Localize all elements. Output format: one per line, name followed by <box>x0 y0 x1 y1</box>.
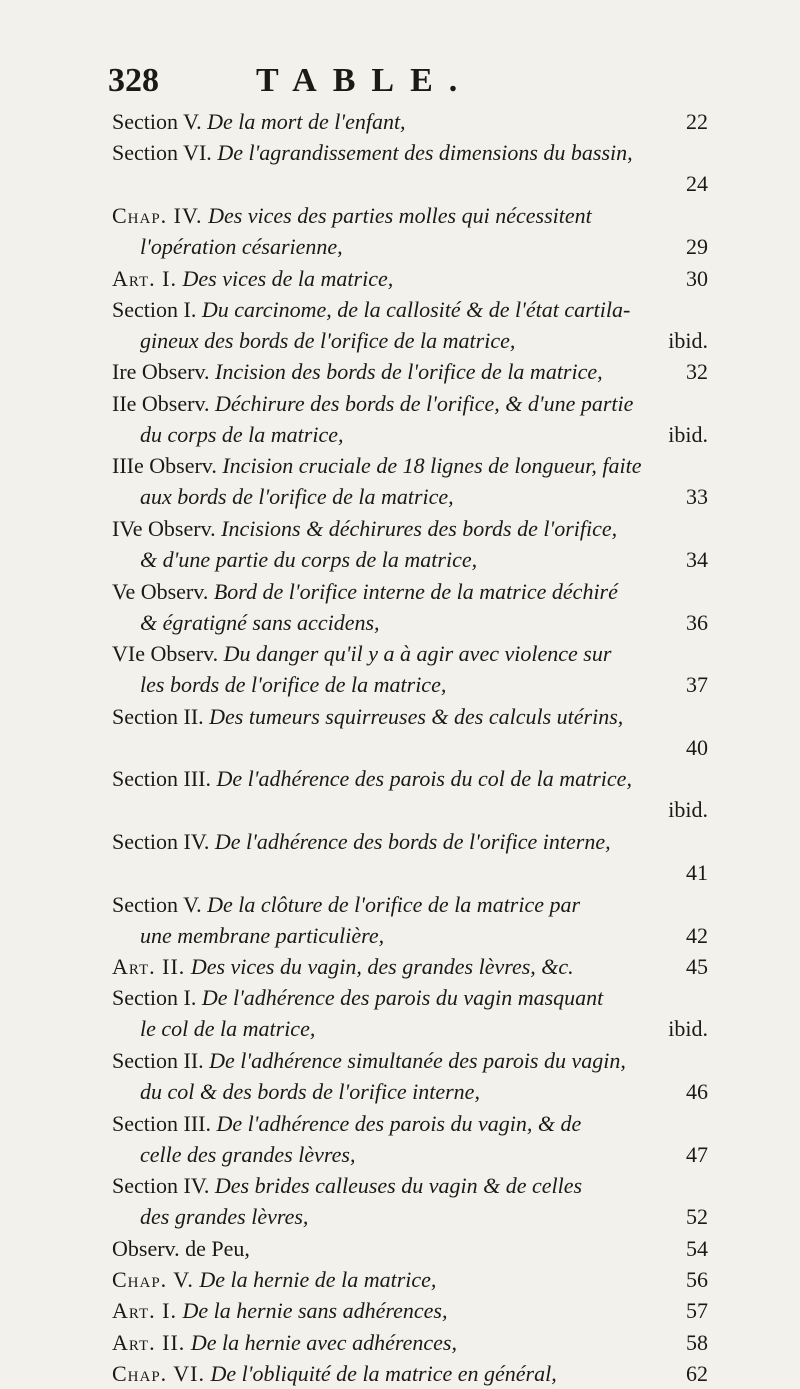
entry-lead: IIe Observ. <box>112 390 210 416</box>
entry-lead: Chap. VI. <box>112 1361 205 1386</box>
entry-title-line: & égratigné sans accidens, <box>140 609 380 635</box>
entry-page-number: 34 <box>686 546 708 572</box>
entry-page-number: 62 <box>686 1361 708 1386</box>
entry-page-number: ibid. <box>668 327 708 353</box>
entry-title-line: De l'adhérence simultanée des parois du vagin, <box>209 1048 626 1073</box>
entry-lead: Section VI. <box>112 140 212 166</box>
toc-entry <box>112 763 708 825</box>
entry-lead: Art. II. <box>112 1329 186 1355</box>
toc-entry <box>112 263 708 294</box>
entry-page-number: 58 <box>686 1329 708 1355</box>
entry-page-number: 24 <box>686 171 708 197</box>
entry-lead: Ve Observ. <box>112 578 209 604</box>
toc-entry <box>112 951 708 982</box>
entry-title-line: Incision cruciale de 18 lignes de longueur, faite <box>222 453 642 479</box>
entry-lead: VIe Observ. <box>112 641 219 667</box>
toc-entry <box>112 982 708 1044</box>
entry-title-line: Des vices des parties molles qui nécessitent <box>208 202 592 228</box>
entry-title-line: gineux des bords de l'orifice de la matrice, <box>140 327 516 353</box>
toc-entry <box>112 701 708 763</box>
toc-entry <box>112 1170 708 1232</box>
toc-entry <box>112 638 708 700</box>
toc-entry <box>112 450 708 512</box>
entry-lead: Chap. IV. <box>112 202 203 228</box>
page-header <box>108 62 708 102</box>
entry-page-number: 45 <box>686 954 708 980</box>
toc-entry <box>112 1358 708 1389</box>
entry-title-line: une membrane particulière, <box>140 922 385 948</box>
toc-entry <box>112 889 708 951</box>
entry-title-line: Bord de l'orifice interne de la matrice déchiré <box>213 578 618 604</box>
entry-page-number: 37 <box>686 672 708 698</box>
entry-page-number: 41 <box>686 859 708 885</box>
page-number: 328 <box>108 62 159 99</box>
toc-entry <box>112 356 708 387</box>
entry-title-line: le col de la matrice, <box>140 1016 316 1042</box>
toc-entry <box>112 388 708 450</box>
entry-page-number: 54 <box>686 1235 708 1261</box>
entry-page-number: 29 <box>686 233 708 259</box>
entry-lead: Section III. <box>112 1110 211 1136</box>
entry-page-number: 42 <box>686 922 708 948</box>
entry-lead: Section I. <box>112 985 197 1011</box>
toc-entry <box>112 826 708 888</box>
entry-page-number: ibid. <box>668 797 708 823</box>
entry-page-number: 40 <box>686 734 708 760</box>
entry-lead: Art. II. <box>112 954 186 980</box>
entry-title-line: De l'adhérence des parois du col de la matrice, <box>216 766 632 792</box>
entry-title-line: De la hernie de la matrice, <box>199 1267 437 1293</box>
entry-page-number: 46 <box>686 1079 708 1104</box>
entry-lead: Observ. de Peu, <box>112 1235 250 1261</box>
entry-title-line: celle des grandes lèvres, <box>140 1141 356 1167</box>
entry-lead: IVe Observ. <box>112 515 216 541</box>
entry-page-number: ibid. <box>668 421 708 447</box>
entry-title-line: De l'adhérence des parois du vagin masquant <box>201 985 604 1011</box>
entry-page-number: 36 <box>686 609 708 635</box>
toc-entry <box>112 1108 708 1170</box>
entry-page-number: 47 <box>686 1141 708 1167</box>
entry-title-line: Déchirure des bords de l'orifice, & d'une partie <box>215 390 634 416</box>
entry-title-line: De l'adhérence des bords de l'orifice interne, <box>214 828 611 854</box>
entry-lead: Section III. <box>112 766 211 792</box>
toc-entry <box>112 1295 708 1326</box>
entry-page-number: 33 <box>686 484 708 510</box>
entry-lead: Chap. V. <box>112 1267 194 1293</box>
entry-lead: Section V. <box>112 109 202 134</box>
entry-title-line: Du carcinome, de la callosité & de l'état cartila- <box>201 296 631 322</box>
entry-title-line: du corps de la matrice, <box>140 421 344 447</box>
running-title: TABLE. <box>256 62 474 99</box>
entry-title-line: l'opération césarienne, <box>140 233 343 259</box>
toc-entry <box>112 513 708 575</box>
entry-title-line: Incision des bords de l'orifice de la matrice, <box>215 359 603 385</box>
entry-lead: Section II. <box>112 1048 204 1073</box>
entry-lead: Section II. <box>112 703 204 729</box>
entry-lead: Ire Observ. <box>112 359 210 385</box>
entry-page-number: 32 <box>686 359 708 385</box>
entry-page-number: 52 <box>686 1204 708 1230</box>
entry-page-number: ibid. <box>668 1016 708 1042</box>
entry-lead: Section I. <box>112 296 197 322</box>
entry-title-line: Des vices de la matrice, <box>182 265 394 291</box>
entry-lead: Section IV. <box>112 1173 210 1199</box>
toc-entry <box>112 1327 708 1358</box>
entry-lead: Art. I. <box>112 265 177 291</box>
toc-entry <box>112 576 708 638</box>
entry-title-line: des grandes lèvres, <box>140 1204 309 1230</box>
entry-lead: Art. I. <box>112 1298 177 1324</box>
entry-title-line: De l'obliquité de la matrice en général, <box>210 1361 557 1386</box>
entry-title-line: Incisions & déchirures des bords de l'orifice, <box>221 515 618 541</box>
entry-title-line: De la mort de l'enfant, <box>207 109 406 134</box>
entry-title-line: Des vices du vagin, des grandes lèvres, &c. <box>190 954 574 980</box>
entry-lead: IIIe Observ. <box>112 453 217 479</box>
entry-title-line: Du danger qu'il y a à agir avec violence sur <box>223 641 612 667</box>
entry-title-line: les bords de l'orifice de la matrice, <box>140 672 447 698</box>
toc-entry <box>112 294 708 356</box>
toc-entry <box>112 1233 708 1264</box>
entry-lead: Section IV. <box>112 828 210 854</box>
entry-title-line: du col & des bords de l'orifice interne, <box>140 1079 480 1104</box>
entry-title-line: De la clôture de l'orifice de la matrice par <box>207 891 581 917</box>
entry-title-line: aux bords de l'orifice de la matrice, <box>140 484 454 510</box>
entry-title-line: Des brides calleuses du vagin & de celles <box>214 1173 583 1199</box>
entry-title-line: & d'une partie du corps de la matrice, <box>140 546 478 572</box>
entry-page-number: 56 <box>686 1267 708 1293</box>
entry-page-number: 57 <box>686 1298 708 1324</box>
entry-title-line: De l'adhérence des parois du vagin, & de <box>216 1110 582 1136</box>
entry-lead: Section V. <box>112 891 202 917</box>
entry-title-line: De l'agrandissement des dimensions du bassin, <box>217 140 633 166</box>
toc-entry <box>112 1045 708 1107</box>
toc-entry <box>112 137 708 199</box>
toc-entry <box>112 1264 708 1295</box>
entry-page-number: 30 <box>686 265 708 291</box>
entry-page-number: 22 <box>686 109 708 134</box>
entry-title-line: De la hernie sans adhérences, <box>182 1298 448 1324</box>
entry-title-line: De la hernie avec adhérences, <box>190 1329 457 1355</box>
toc-entry <box>112 200 708 262</box>
entry-title-line: Des tumeurs squirreuses & des calculs utérins, <box>209 703 624 729</box>
toc-entry <box>112 106 708 137</box>
